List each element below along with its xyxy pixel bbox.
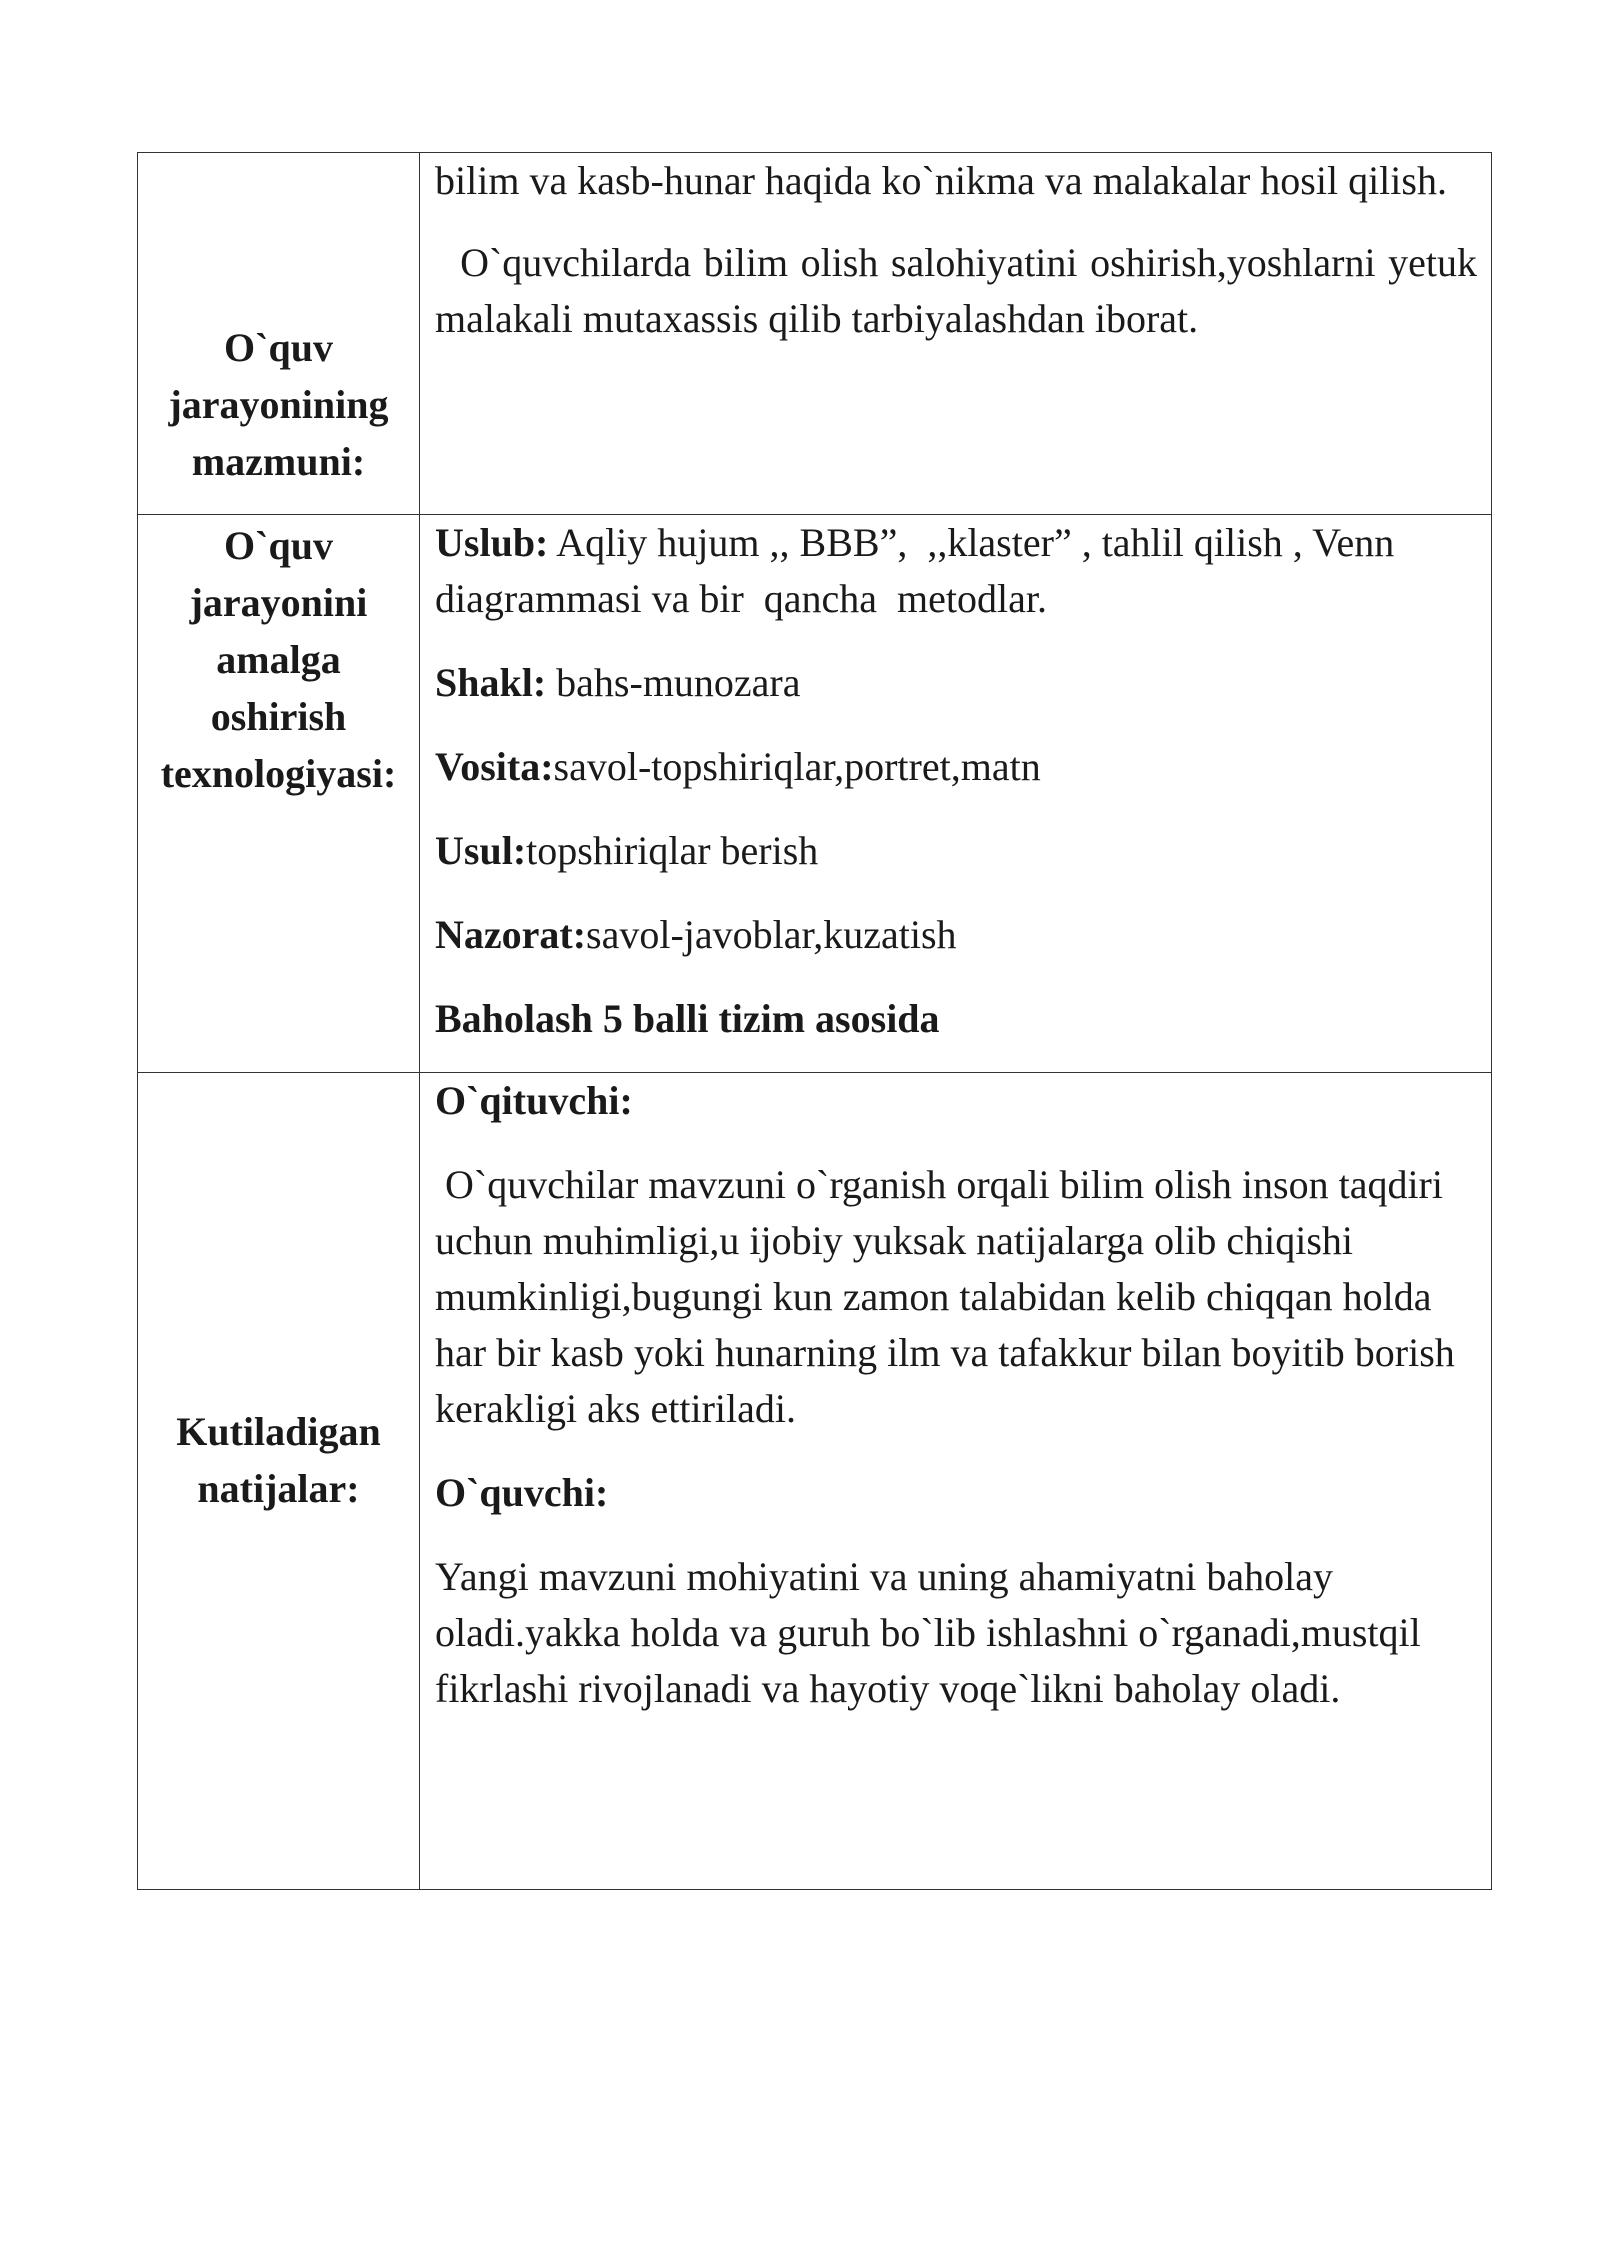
control-item [435,907,1477,963]
item-key: Shakl: [435,660,547,705]
content-paragraph: bilim va kasb-hunar haqida ko`nikma va malakalar hosil qilish. [435,158,1447,203]
row-content [420,153,1492,515]
label-line: natijalar: [197,1466,360,1511]
item-value: topshiriqlar berish [526,828,819,873]
item-key: Vosita: [435,744,554,789]
row-label [138,1073,420,1890]
item-value: bahs-munozara [546,660,801,705]
item-value: Aqliy hujum ,, BBB”, ,,klaster” , tahlil qilish , Venn diagrammasi va bir qancha metodlar. [435,520,1405,621]
label-line: O`quv [224,523,333,568]
row-label [138,153,420,515]
content-paragraph: O`quvchilarda bilim olish salohiyatini oshirish,yoshlarni yetuk malakali mutaxassis qilib tarbiyalashdan iborat. [435,240,1488,341]
label-line: mazmuni: [191,439,366,484]
label-line: Kutiladigan [176,1409,381,1454]
label-line: amalga [216,637,341,682]
label-line: texnologiyasi: [160,751,397,796]
table-row [138,515,1492,1073]
teacher-heading: O`qituvchi: [435,1078,633,1123]
method-item [435,515,1477,627]
student-heading: O`quvchi: [435,1470,609,1515]
item-value: savol-javoblar,kuzatish [586,912,957,957]
student-outcome: Yangi mavzuni mohiyatini va uning ahamiyatni baholay oladi.yakka holda va guruh bo`lib ishlashni o`rganadi,mustqil fikrlashi rivojlanadi va hayotiy voqe`likni baholay oladi. [435,1554,1421,1711]
grading-note: Baholash 5 balli tizim asosida [435,996,940,1041]
technique-item [435,823,1477,879]
row-content [420,1073,1492,1890]
table-row [138,1073,1492,1890]
table-row [138,153,1492,515]
row-label [138,515,420,1073]
item-key: Nazorat: [435,912,587,957]
label-line: jarayonini [189,580,368,625]
form-item [435,655,1477,711]
item-key: Usul: [435,828,527,873]
item-key: Uslub: [435,520,549,565]
row-content [420,515,1492,1073]
label-line: oshirish [210,694,347,739]
tool-item [435,739,1477,795]
label-line: jarayonining [168,382,389,427]
lesson-plan-table [137,152,1492,1890]
item-value: savol-topshiriqlar,portret,matn [553,744,1041,789]
teacher-outcome: O`quvchilar mavzuni o`rganish orqali bilim olish inson taqdiri uchun muhimligi,u ijobiy yuksak natijalarga olib chiqishi mumkinligi,bugungi kun zamon talabidan kelib chiqqan holda har bir kasb yoki hunarning ilm va tafakkur bilan boyitib borish kerakligi aks ettiriladi. [435,1162,1465,1431]
label-line: O`quv [224,325,333,370]
